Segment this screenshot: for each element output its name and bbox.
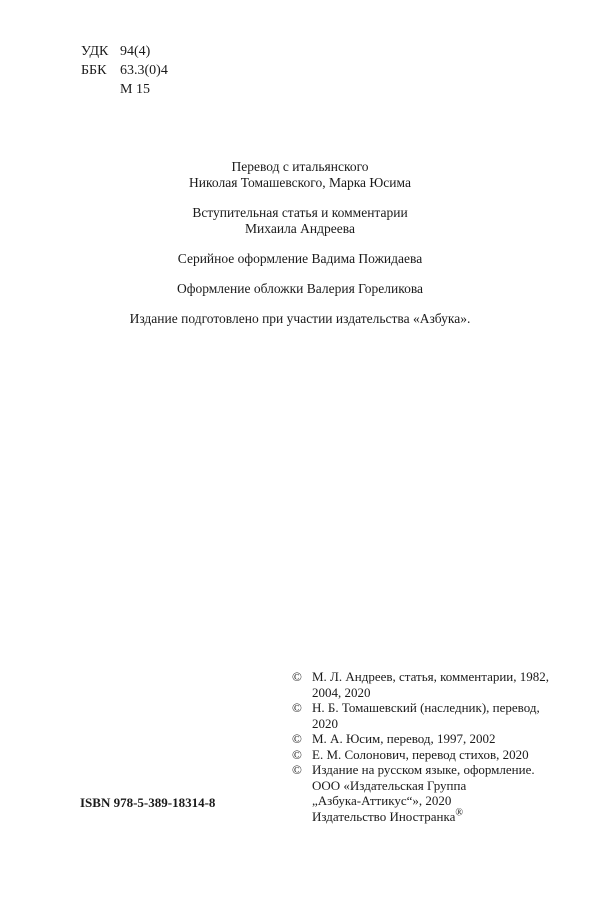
credit-line: Оформление обложки Валерия Гореликова xyxy=(176,281,424,296)
copyright-text xyxy=(312,747,552,763)
copyright-line: „Азбука-Аттикус“», 2020 xyxy=(312,793,452,808)
series-design-credit xyxy=(80,251,520,267)
bbk-label: ББК xyxy=(81,63,107,78)
copyright-line-publisher xyxy=(312,809,552,825)
udk-value: 94(4) xyxy=(120,44,151,59)
udk-row xyxy=(81,42,168,61)
copyright-section xyxy=(292,669,552,824)
copyright-sign: © xyxy=(292,746,302,762)
copyright-line: Е. М. Солонович, перевод стихов, 2020 xyxy=(312,746,529,762)
copyright-line: 2004, 2020 xyxy=(312,684,371,700)
copyright-text xyxy=(312,731,552,747)
copyright-entry xyxy=(292,700,552,731)
copyright-line: 2020 xyxy=(312,715,338,731)
copyright-text xyxy=(312,669,552,700)
credit-line: Серийное оформление Вадима Пожидаева xyxy=(177,251,423,266)
author-mark-row xyxy=(81,80,168,99)
translation-credit xyxy=(80,159,520,191)
credit-line: Издание подготовлено при участии издательства «Азбука». xyxy=(129,311,471,326)
copyright-line: Н. Б. Томашевский (наследник), перевод, xyxy=(312,700,540,715)
credit-line: Перевод с итальянского xyxy=(231,159,369,174)
copyright-line: М. А. Юсим, перевод, 1997, 2002 xyxy=(312,731,496,746)
publisher-note xyxy=(80,311,520,327)
copyright-text xyxy=(312,762,552,824)
publisher-name: Издательство Иностранка xyxy=(312,808,456,824)
copyright-entry xyxy=(292,731,552,747)
bbk-row xyxy=(81,61,168,80)
credit-line: Вступительная статья и комментарии xyxy=(192,205,408,220)
copyright-sign: © xyxy=(292,731,302,746)
copyright-entry xyxy=(292,762,552,824)
copyright-entry xyxy=(292,669,552,700)
copyright-line: М. Л. Андреев, статья, комментарии, 1982, xyxy=(312,669,550,684)
commentary-credit xyxy=(80,205,520,237)
credit-line: Михаила Андреева xyxy=(245,221,355,236)
copyright-sign: © xyxy=(292,700,302,715)
isbn: ISBN 978-5-389-18314-8 xyxy=(80,795,216,810)
copyright-entry xyxy=(292,747,552,763)
credit-line: Николая Томашевского, Марка Юсима xyxy=(189,175,411,190)
author-mark: М 15 xyxy=(120,82,150,97)
classification-block xyxy=(81,42,168,99)
copyright-line: Издание на русском языке, оформление. xyxy=(312,762,535,777)
cover-design-credit xyxy=(80,281,520,297)
udk-label: УДК xyxy=(81,44,109,59)
copyright-text xyxy=(312,700,552,731)
credits-section xyxy=(80,159,520,341)
registered-mark: ® xyxy=(455,807,463,819)
bbk-value: 63.3(0)4 xyxy=(120,63,168,78)
copyright-sign: © xyxy=(292,669,302,684)
copyright-sign: © xyxy=(292,762,302,777)
copyright-line: ООО «Издательская Группа xyxy=(312,777,467,793)
